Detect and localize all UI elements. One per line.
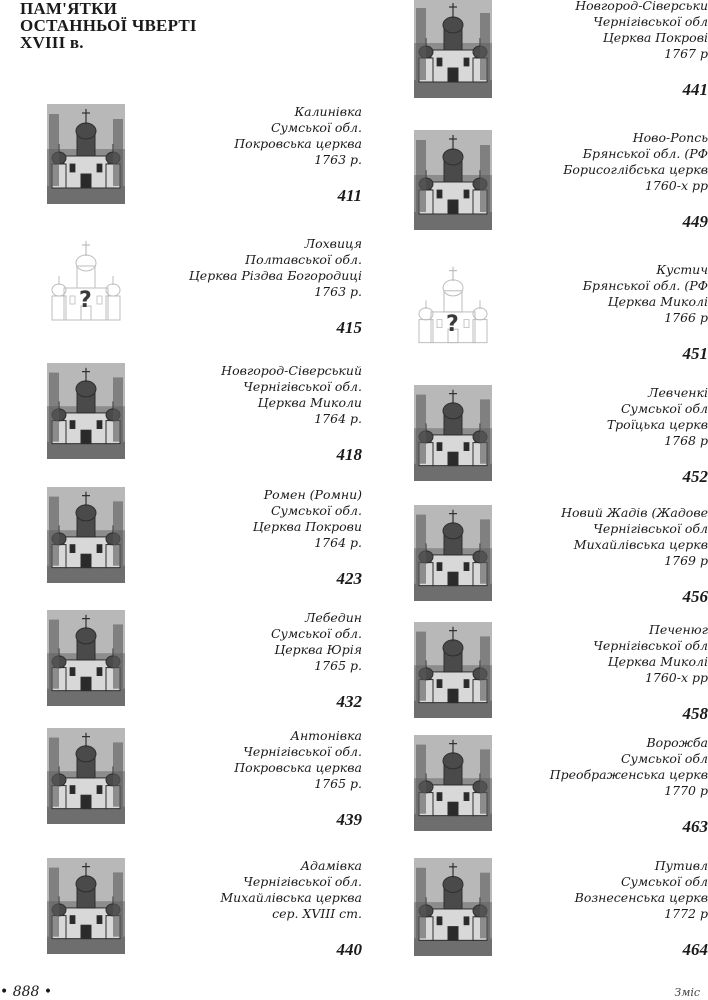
church-caption	[253, 487, 362, 551]
catalog-number: 432	[336, 692, 362, 711]
caption-line: 1763 р.	[314, 284, 362, 299]
catalog-number: 452	[682, 467, 708, 486]
heading-line: ОСТАННЬОЇ ЧВЕРТІ	[20, 16, 197, 35]
catalog-number: 463	[682, 817, 708, 836]
unknown-image-question-mark: ?	[79, 288, 92, 313]
church-caption	[563, 130, 708, 194]
catalog-number: 423	[336, 569, 362, 588]
caption-line: Михайлівська церква	[220, 890, 362, 905]
church-caption	[575, 0, 708, 62]
caption-line: Левченкі	[648, 385, 708, 400]
caption-line: 1764 р.	[314, 535, 362, 550]
catalog-number: 418	[336, 445, 362, 464]
church-photo	[47, 728, 125, 824]
catalog-number: 440	[336, 940, 362, 959]
caption-line: 1764 р.	[314, 411, 362, 426]
caption-line: Чернігівської обл.	[243, 874, 362, 889]
church-caption	[561, 505, 708, 569]
caption-line: Калинівка	[294, 104, 362, 119]
catalog-number: 456	[682, 587, 708, 606]
caption-line: Кустич	[656, 262, 708, 277]
caption-line: Чернігівської обл.	[243, 379, 362, 394]
caption-line: Антонівка	[290, 728, 362, 743]
caption-line: Лохвиця	[304, 236, 362, 251]
church-photo	[414, 130, 492, 230]
caption-line: Чернігівської обл.	[243, 744, 362, 759]
heading-line: ПАМ'ЯТКИ	[20, 0, 118, 18]
caption-line: 1763 р.	[314, 152, 362, 167]
caption-line: Полтавської обл.	[245, 252, 362, 267]
church-caption	[221, 363, 362, 427]
caption-line: Сумської обл.	[270, 626, 362, 641]
catalog-number: 441	[682, 80, 708, 99]
caption-line: Адамівка	[300, 858, 362, 873]
church-caption	[583, 262, 708, 326]
caption-line: 1760-х рр	[644, 670, 708, 685]
caption-line: 1765 р.	[314, 658, 362, 673]
church-photo	[414, 622, 492, 718]
catalog-number: 411	[337, 186, 362, 205]
catalog-number: 464	[682, 940, 708, 959]
caption-line: Сумської обл	[620, 401, 708, 416]
caption-line: 1768 р	[664, 433, 708, 448]
caption-line: 1760-х рр	[644, 178, 708, 193]
church-caption	[550, 735, 708, 799]
caption-line: Ромен (Ромни)	[263, 487, 362, 502]
caption-line: 1772 р	[664, 906, 708, 921]
catalog-number: 439	[336, 810, 362, 829]
caption-line: 1770 р	[664, 783, 708, 798]
caption-line: Преображенська церкв	[549, 767, 708, 782]
caption-line: сер. XVIII ст.	[272, 906, 362, 921]
caption-line: Новгород-Сіверськи	[575, 0, 708, 13]
caption-line: 1769 р	[664, 553, 708, 568]
caption-line: Церква Покрови	[252, 519, 362, 534]
caption-line: Церква Юрія	[274, 642, 362, 657]
caption-line: Чернігівської обл	[593, 14, 708, 29]
caption-line: Покровська церква	[234, 760, 362, 775]
unknown-image-question-mark: ?	[446, 311, 459, 337]
church-caption	[607, 385, 708, 449]
church-caption	[189, 236, 362, 300]
caption-line: Троїцька церкв	[606, 417, 708, 432]
church-sketch-placeholder	[47, 236, 125, 336]
caption-line: Ворожба	[646, 735, 708, 750]
caption-line: Брянської обл. (РФ	[582, 146, 708, 161]
church-photo	[414, 858, 492, 956]
church-sketch-placeholder	[414, 262, 492, 358]
caption-line: Новий Жадів (Жадове	[561, 505, 708, 520]
section-heading	[20, 0, 197, 51]
caption-line: Чернігівської обл	[593, 521, 708, 536]
church-photo	[414, 385, 492, 481]
caption-line: Сумської обл	[620, 751, 708, 766]
catalog-number: 415	[336, 318, 362, 337]
church-caption	[271, 610, 362, 674]
caption-line: Михайлівська церкв	[573, 537, 708, 552]
church-caption	[575, 858, 708, 922]
caption-line: Сумської обл	[620, 874, 708, 889]
church-caption	[220, 858, 362, 922]
caption-line: Борисоглібська церкв	[563, 162, 708, 177]
caption-line: Церква Миколі	[607, 294, 708, 309]
church-photo	[47, 610, 125, 706]
caption-line: Сумської обл.	[270, 503, 362, 518]
caption-line: Вознесенська церкв	[574, 890, 708, 905]
church-photo	[414, 0, 492, 98]
caption-line: Покровська церква	[234, 136, 362, 151]
church-photo	[47, 104, 125, 204]
church-caption	[234, 728, 362, 792]
church-photo	[47, 363, 125, 459]
church-photo	[47, 487, 125, 583]
catalog-number: 458	[682, 704, 708, 723]
caption-line: Сумської обл.	[270, 120, 362, 135]
church-photo	[47, 858, 125, 954]
footer-right-text: Зміс	[674, 986, 700, 999]
caption-line: 1767 р	[664, 46, 708, 61]
church-photo	[414, 735, 492, 831]
caption-line: Ново-Ропсь	[632, 130, 708, 145]
page-number: • 888 •	[0, 984, 53, 1000]
heading-line: XVIII в.	[20, 33, 84, 52]
catalog-number: 449	[682, 212, 708, 231]
caption-line: Лебедин	[304, 610, 362, 625]
caption-line: Церква Різдва Богородиці	[188, 268, 362, 283]
caption-line: Печенюг	[648, 622, 708, 637]
caption-line: Церква Миколи	[257, 395, 362, 410]
caption-line: Брянської обл. (РФ	[582, 278, 708, 293]
caption-line: 1765 р.	[314, 776, 362, 791]
church-photo	[414, 505, 492, 601]
catalog-number: 451	[682, 344, 708, 363]
church-caption	[593, 622, 708, 686]
caption-line: Чернігівської обл	[593, 638, 708, 653]
caption-line: 1766 р	[664, 310, 708, 325]
caption-line: Новгород-Сіверський	[221, 363, 362, 378]
caption-line: Церква Миколі	[607, 654, 708, 669]
caption-line: Путивл	[654, 858, 708, 873]
church-caption	[234, 104, 362, 168]
caption-line: Церква Покрові	[602, 30, 708, 45]
